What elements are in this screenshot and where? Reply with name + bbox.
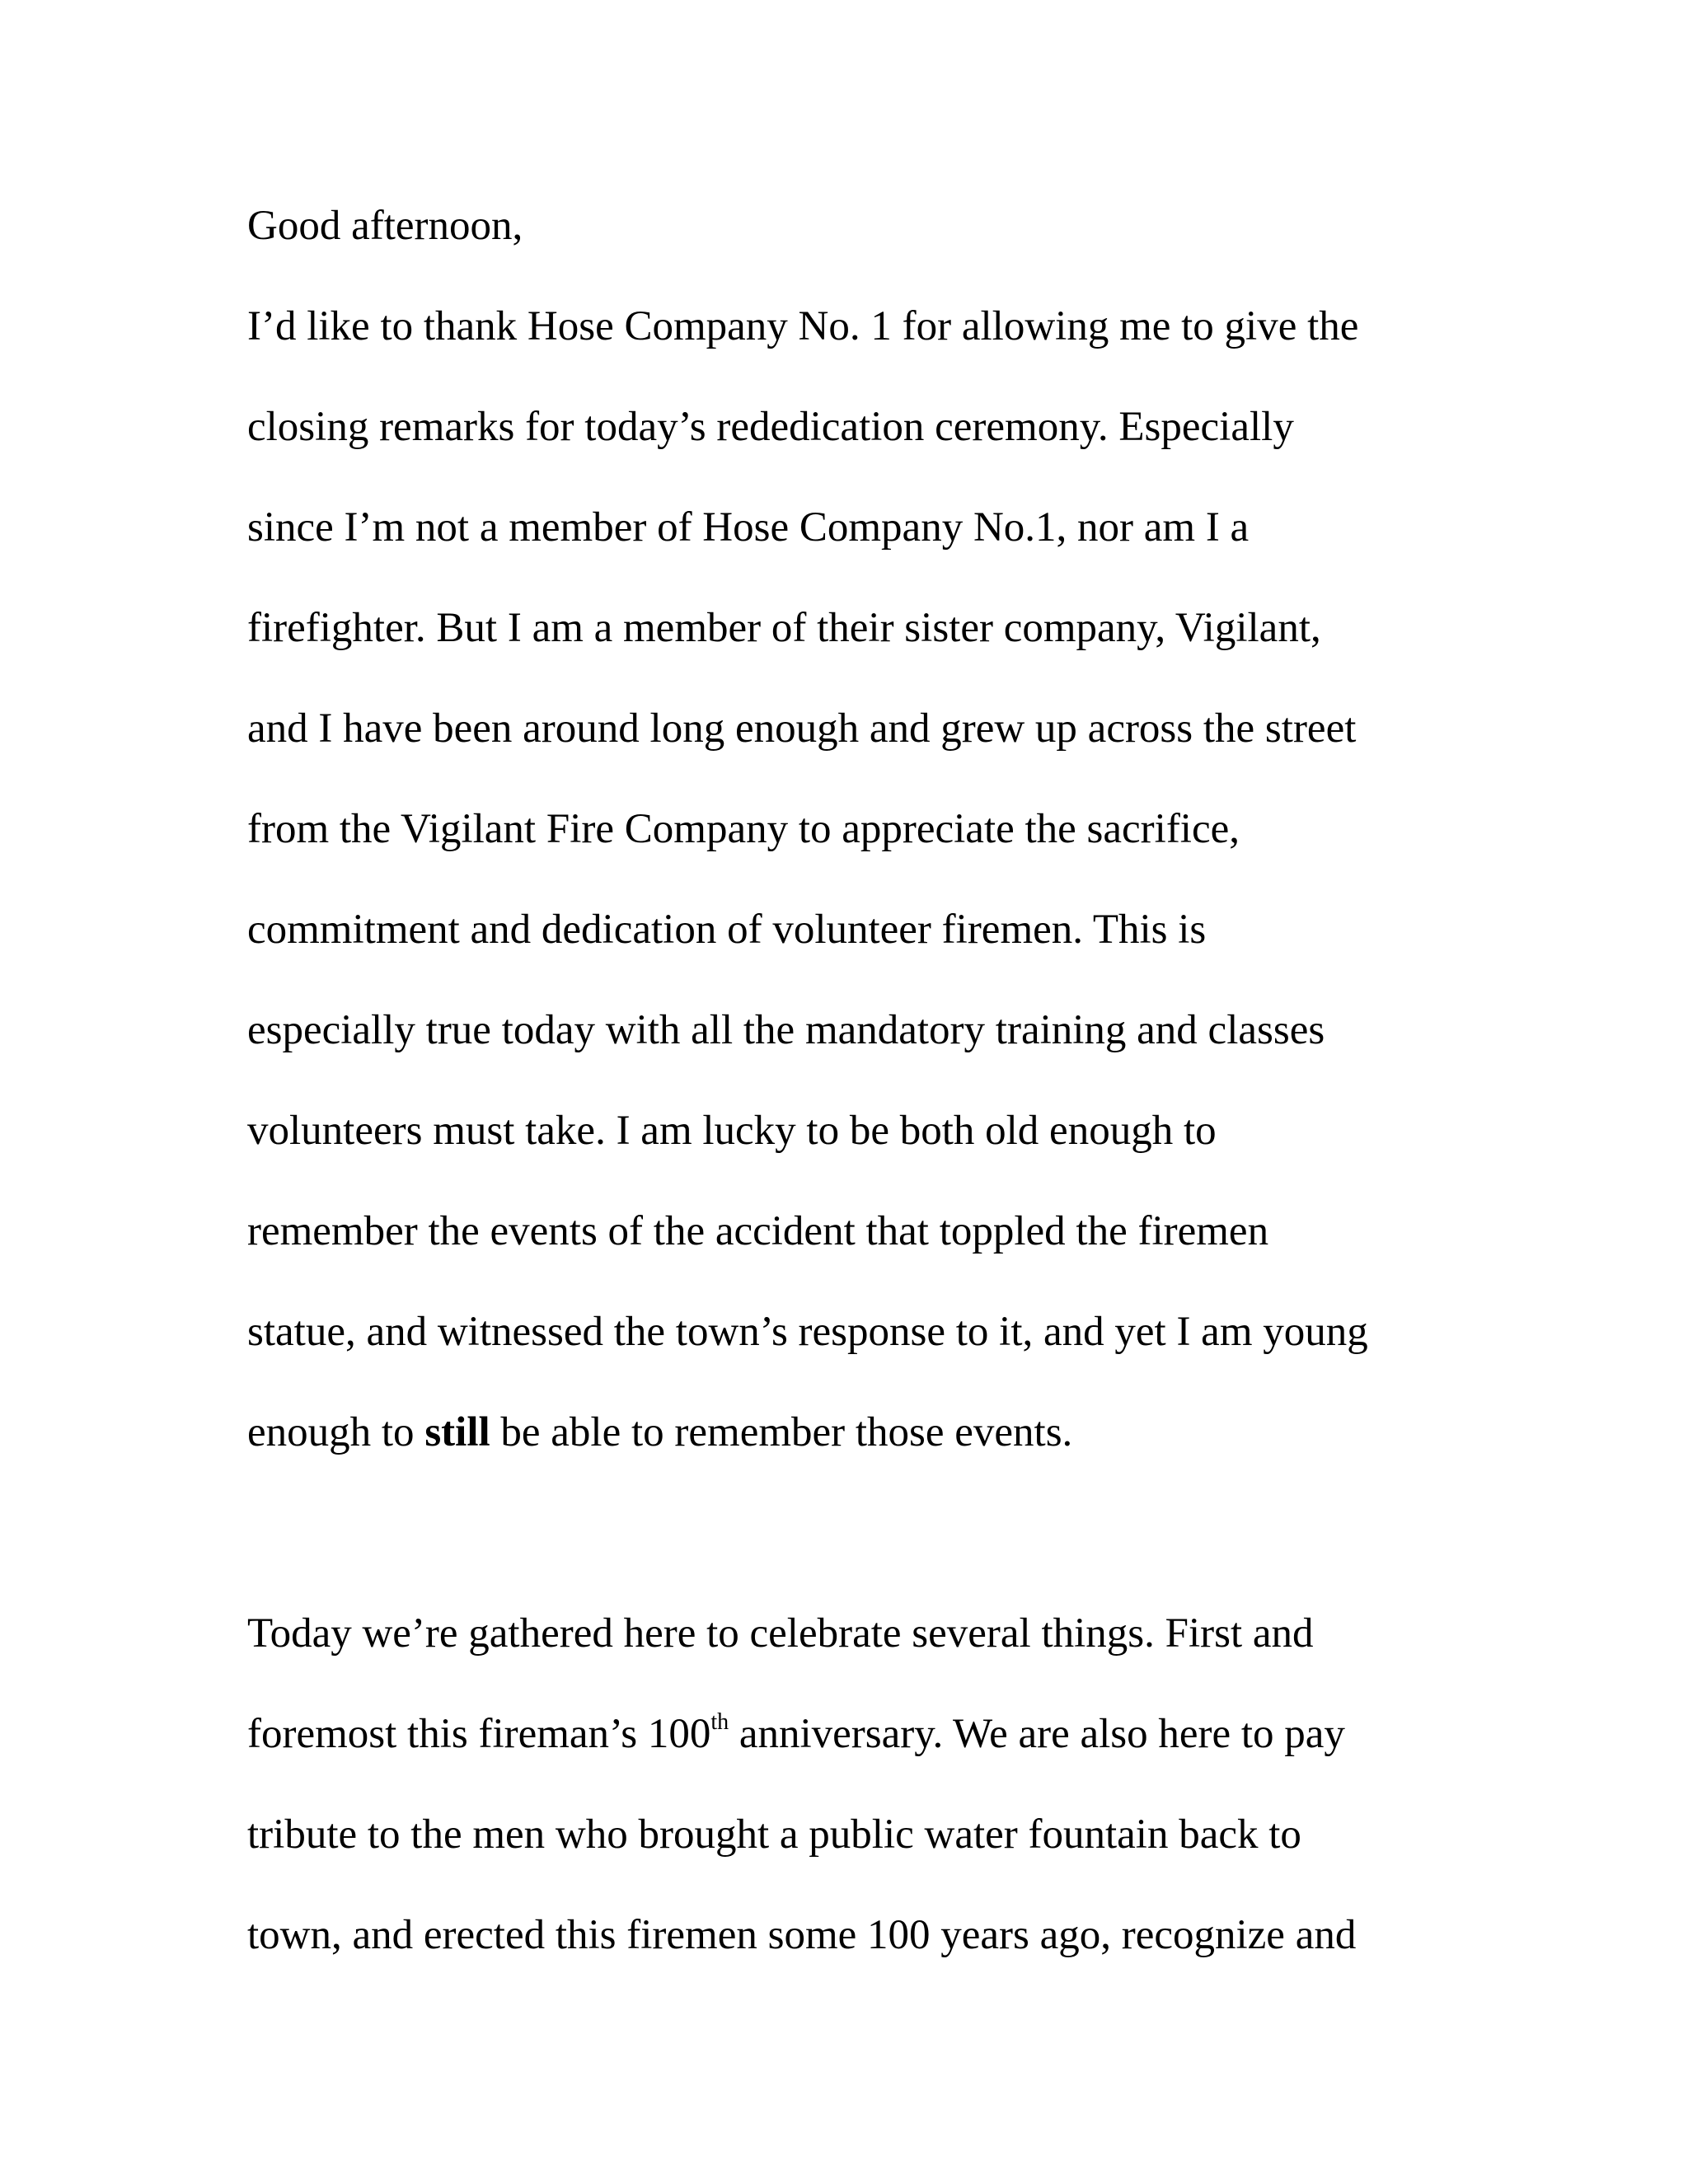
paragraph1-line7 <box>247 905 1206 954</box>
paragraph1-line6-text: from the Vigilant Fire Company to appreciate the sacrifice, <box>247 806 1240 852</box>
bold-emphasis: still <box>424 1409 490 1455</box>
paragraph1-line3-text: since I’m not a member of Hose Company No.1, nor am I a <box>247 504 1250 551</box>
paragraph2-line1-text: Today we’re gathered here to celebrate several things. First and <box>247 1610 1314 1657</box>
paragraph1-line4-text: firefighter. But I am a member of their sister company, Vigilant, <box>247 605 1321 651</box>
paragraph1-line12-end: be able to remember those events. <box>490 1409 1073 1455</box>
paragraph1-line1-text: I’d like to thank Hose Company No. 1 for allowing me to give the <box>247 303 1359 349</box>
paragraph1-line3 <box>247 503 1249 552</box>
greeting-text: Good afternoon, <box>247 203 523 249</box>
paragraph2-line4-text: town, and erected this firemen some 100 years ago, recognize and <box>247 1912 1357 1958</box>
paragraph1-line10-text: remember the events of the accident that toppled the firemen <box>247 1208 1269 1254</box>
paragraph1-line9 <box>247 1106 1217 1155</box>
paragraph1-line7-text: commitment and dedication of volunteer firemen. This is <box>247 907 1207 953</box>
paragraph1-line5-text: and I have been around long enough and grew up across the street <box>247 705 1357 752</box>
paragraph2-line4 <box>247 1910 1356 1960</box>
paragraph1-line11-text: statue, and witnessed the town’s response to it, and yet I am young <box>247 1309 1368 1355</box>
ordinal-superscript: th <box>710 1709 729 1735</box>
paragraph2-line3 <box>247 1810 1301 1859</box>
paragraph1-line5 <box>247 704 1356 753</box>
paragraph1-line6 <box>247 804 1240 854</box>
paragraph1-line8-text: especially true today with all the mandatory training and classes <box>247 1007 1325 1053</box>
paragraph2-line2 <box>247 1709 1345 1759</box>
paragraph1-line1 <box>247 302 1358 351</box>
paragraph1-line8 <box>247 1005 1325 1055</box>
paragraph1-line2 <box>247 402 1294 452</box>
paragraph2-line2-start: foremost this fireman’s 100 <box>247 1711 711 1757</box>
paragraph1-line4 <box>247 603 1321 653</box>
paragraph1-line11 <box>247 1307 1368 1357</box>
paragraph1-line2-text: closing remarks for today’s rededication ceremony. Especially <box>247 404 1294 450</box>
paragraph1-line12 <box>247 1408 1072 1457</box>
paragraph1-line12-start: enough to <box>247 1409 425 1455</box>
greeting-line <box>247 201 523 251</box>
paragraph2-line2-end: anniversary. We are also here to pay <box>729 1711 1345 1757</box>
paragraph1-line9-text: volunteers must take. I am lucky to be both old enough to <box>247 1108 1217 1154</box>
paragraph2-line1 <box>247 1609 1314 1658</box>
paragraph1-line10 <box>247 1207 1268 1256</box>
paragraph2-line3-text: tribute to the men who brought a public water fountain back to <box>247 1811 1301 1858</box>
